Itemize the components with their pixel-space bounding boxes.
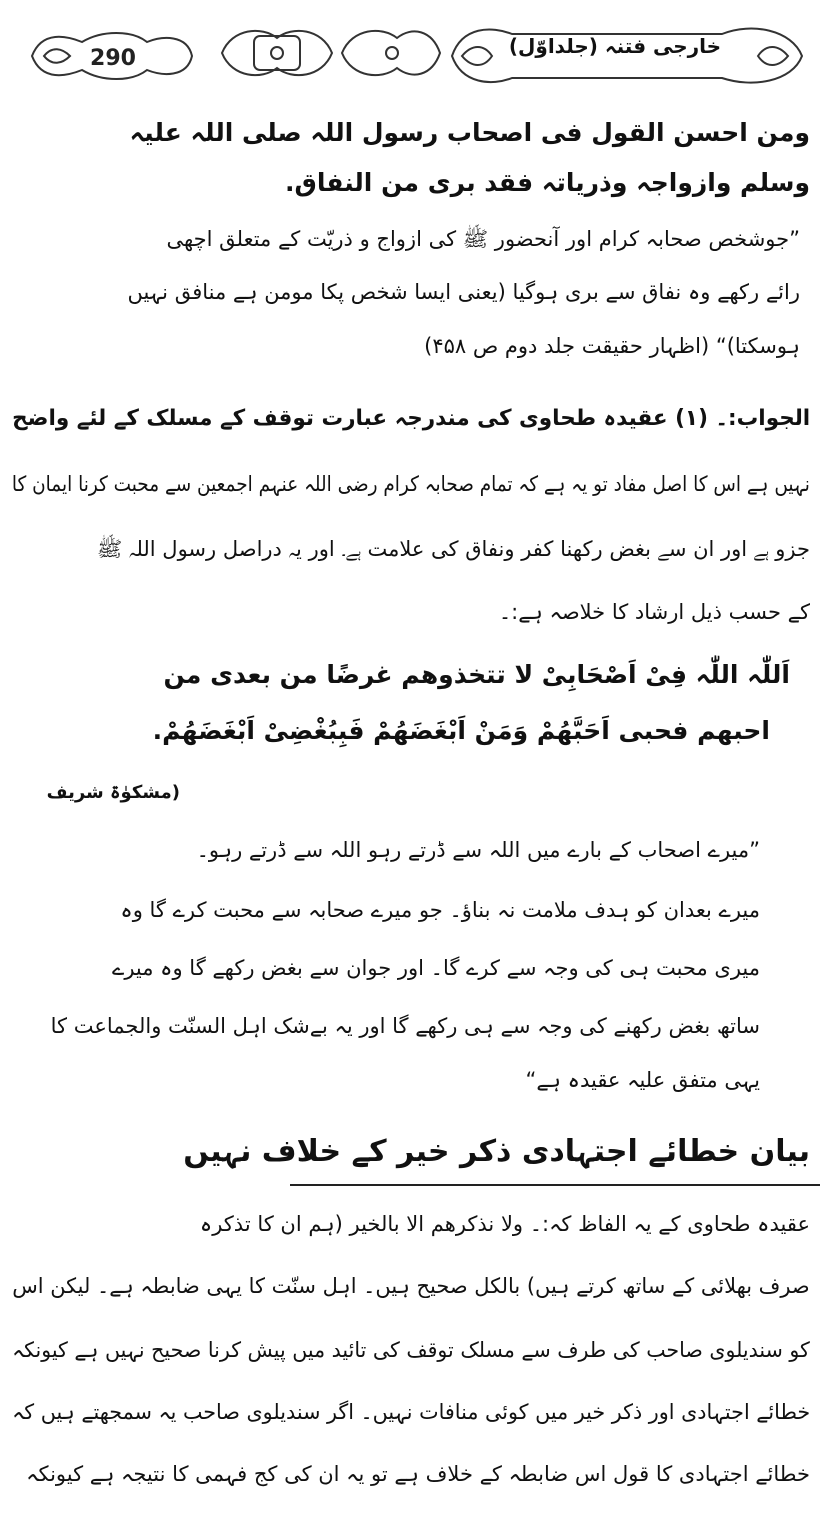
section-body-line: خطائے اجتہادی کا قول اس ضابطہ کے خلاف ہے تو یہ ان کی کج فہمی کا نتیجہ ہے کیونکہ <box>26 1462 810 1486</box>
hadith-reference: (مشکوٰۃ شریف <box>46 782 180 803</box>
quote-urdu-line: ہوسکتا)“ (اظہار حقیقت جلد دوم ص ۴۵۸) <box>424 334 800 358</box>
quote-urdu-line: رائے رکھے وہ نفاق سے بری ہوگیا (یعنی ایسا شخص پکا مومن ہے منافق نہیں <box>127 280 800 304</box>
hadith-arabic-line: اَللّٰہ اللّٰہ فِیْ اَصْحَابِیْ لا تتخذوھم غرضًا من بعدی من <box>163 660 790 689</box>
page-number: 290 <box>90 46 136 71</box>
quote-arabic-line: ومن احسن القول فی اصحاب رسول اللہ صلی اللہ علیہ <box>129 118 810 147</box>
quote-arabic-line: وسلم وازواجہ وذریاتہ فقد بری من النفاق. <box>284 168 810 197</box>
answer-line: کے حسب ذیل ارشاد کا خلاصہ ہے:۔ <box>498 600 810 624</box>
hadith-translation-line: میری محبت ہی کی وجہ سے کرے گا۔ اور جوان سے بغض رکھے گا وہ میرے <box>112 956 760 980</box>
section-body-line: صرف بھلائی کے ساتھ کرتے ہیں) بالکل صحیح ہیں۔ اہل سنّت کا یہی ضابطہ ہے۔ لیکن اس <box>12 1274 810 1298</box>
heading-underline <box>290 1184 820 1186</box>
answer-line: نہیں ہے اس کا اصل مفاد تو یہ ہے کہ تمام صحابہ کرام رضی اللہ عنہم اجمعین سے محبت کرنا ایمان کا <box>12 472 810 496</box>
hadith-translation-line: ”میرے اصحاب کے بارے میں اللہ سے ڈرتے رہو اللہ سے ڈرتے رہو۔ <box>196 838 760 862</box>
answer-line: الجواب:۔ (۱) عقیدہ طحاوی کی مندرجہ عبارت توقف کے مسلک کے لئے واضح <box>11 406 810 431</box>
book-title: خارجی فتنہ (جلداوّل) <box>508 34 722 58</box>
hadith-translation-line: ساتھ بغض رکھنے کی وجہ سے ہی رکھے گا اور یہ بےشک اہل السنّت والجماعت کا <box>50 1014 760 1038</box>
hadith-translation-line: میرے بعدان کو ہدف ملامت نہ بناؤ۔ جو میرے صحابہ سے محبت کرے گا وہ <box>120 898 760 922</box>
section-body-line: عقیدہ طحاوی کے یہ الفاظ کہ:۔ ولا نذکرھم الا بالخیر (ہم ان کا تذکرہ <box>199 1212 810 1236</box>
hadith-arabic-line: احبھم فحبی اَحَبَّھُمْ وَمَنْ اَبْغَضَھُمْ فَبِبُغْضِیْ اَبْغَضَھُمْ. <box>152 716 770 745</box>
page-header <box>22 8 812 92</box>
quote-urdu-line: ”جوشخص صحابہ کرام اور آنحضور ﷺ کی ازواج و ذریّت کے متعلق اچھی <box>166 227 800 251</box>
section-heading: بیان خطائے اجتہادی ذکر خیر کے خلاف نہیں <box>183 1134 810 1169</box>
answer-line: جزو ہے اور ان سے بغض رکھنا کفر ونفاق کی علامت ہے۔ اور یہ دراصل رسول اللہ ﷺ <box>96 537 810 561</box>
section-body-line: خطائے اجتہادی اور ذکر خیر میں کوئی منافات نہیں۔ اگر سندیلوی صاحب یہ سمجھتے ہیں کہ <box>11 1400 810 1424</box>
hadith-translation-line: یہی متفق علیہ عقیدہ ہے“ <box>525 1068 760 1092</box>
section-body-line: کو سندیلوی صاحب کی طرف سے مسلک توقف کی تائید میں پیش کرنا صحیح نہیں ہے کیونکہ <box>12 1338 810 1362</box>
